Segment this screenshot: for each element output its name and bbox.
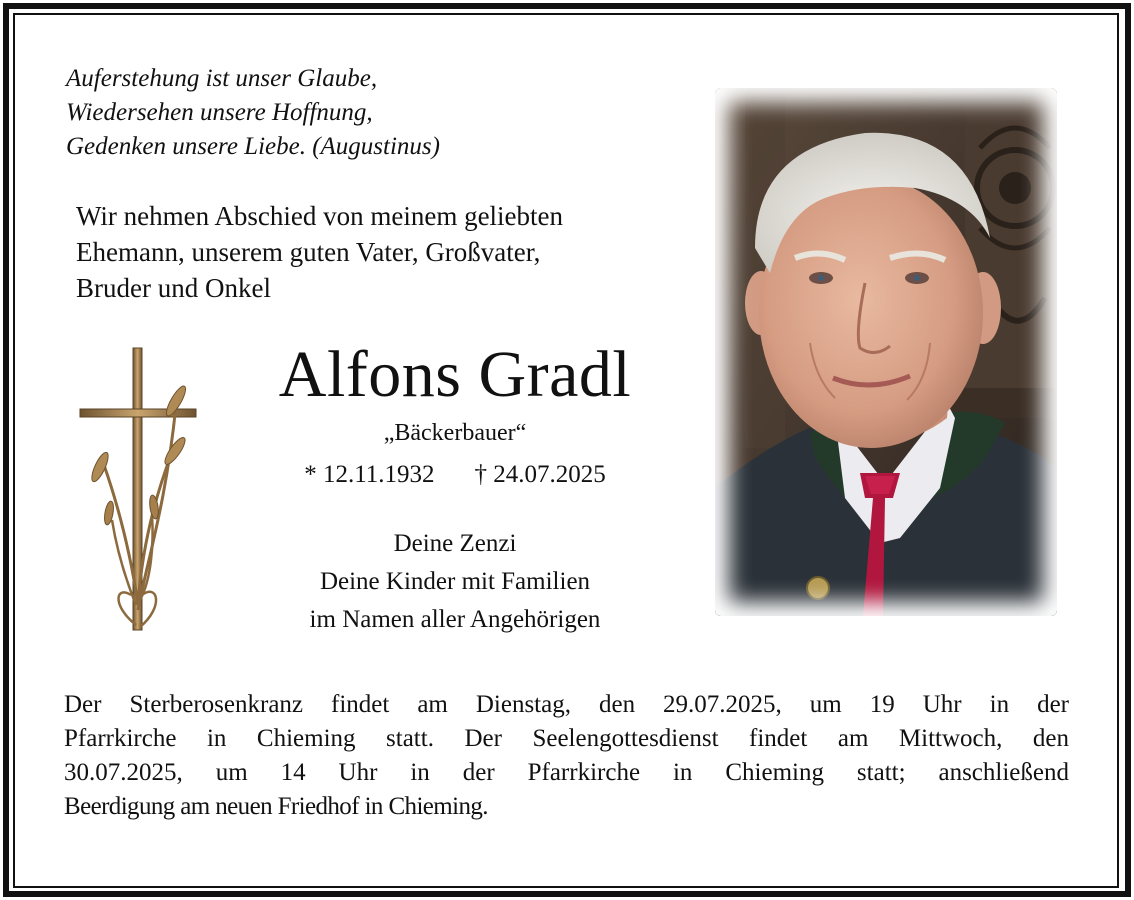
birth-date: * 12.11.1932	[304, 461, 435, 488]
deceased-nickname: „Bäckerbauer“	[383, 420, 527, 446]
cross-with-wheat-icon	[76, 345, 201, 635]
life-dates	[230, 458, 680, 492]
intro-line: Bruder und Onkel	[76, 273, 271, 303]
mourners	[230, 525, 680, 639]
deceased-name: Alfons Gradl	[278, 338, 632, 411]
intro-line: Wir nehmen Abschied von meinem geliebten	[76, 201, 564, 231]
mourner-line: im Namen aller Angehörigen	[309, 606, 601, 633]
quote-line: Wiedersehen unsere Hoffnung,	[66, 99, 373, 126]
death-date: † 24.07.2025	[474, 461, 606, 488]
announcement-line: Beerdigung am neuen Friedhof in Chieming.	[64, 793, 488, 820]
quote-line: Gedenken unsere Liebe. (Augustinus)	[66, 133, 440, 160]
portrait-photo	[715, 88, 1057, 616]
bible-quote	[66, 62, 626, 164]
announcement-line: 30.07.2025, um 14 Uhr in der Pfarrkirche in Chieming statt; anschließend	[64, 759, 1069, 786]
mourner-line: Deine Kinder mit Familien	[319, 568, 591, 595]
farewell-intro	[76, 198, 656, 306]
portrait-frame	[705, 78, 1067, 626]
announcement-line: Pfarrkirche in Chieming statt. Der Seelengottesdienst findet am Mittwoch, den	[64, 725, 1069, 752]
intro-line: Ehemann, unserem guten Vater, Großvater,	[76, 237, 541, 267]
mourner-line: Deine Zenzi	[393, 530, 517, 557]
funeral-announcement	[64, 688, 1069, 824]
quote-line: Auferstehung ist unser Glaube,	[66, 65, 378, 92]
announcement-line: Der Sterberosenkranz findet am Dienstag, den 29.07.2025, um 19 Uhr in der	[64, 691, 1069, 718]
